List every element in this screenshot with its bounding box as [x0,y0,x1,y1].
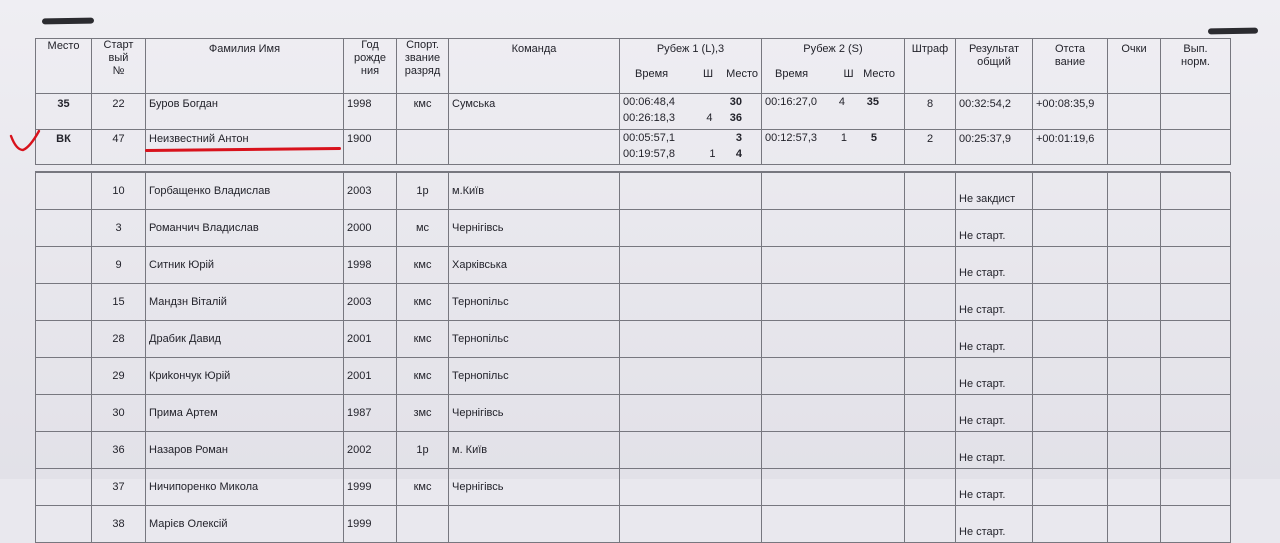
penalty-cell [905,210,956,247]
gap-cell [1033,284,1108,321]
points-cell [1108,358,1161,395]
red-check-mark-icon [8,128,42,158]
norm-cell [1161,130,1231,165]
year-cell: 1987 [344,395,397,432]
scan-mark-right [1208,28,1258,35]
range1-cell: 00:06:48,4 30 00:26:18,3 4 36 [620,94,762,130]
table-row [36,94,1231,130]
range1-cell [620,358,762,395]
year-cell: 2001 [344,321,397,358]
result-cell: Не старт. [956,358,1033,395]
range1-cell [620,247,762,284]
rank-cell: кмс [397,358,449,395]
start-no-cell: 28 [92,321,146,358]
place-cell: 35 [36,94,92,130]
table-row [36,432,1231,469]
norm-cell [1161,395,1231,432]
result-cell: Не старт. [956,395,1033,432]
norm-cell [1161,94,1231,130]
place-cell [36,210,92,247]
table-row [36,130,1231,165]
range1-cell [620,321,762,358]
name-cell: Мандзн Віталій [146,284,344,321]
start-no-cell: 15 [92,284,146,321]
penalty-cell: 8 [905,94,956,130]
table-row [36,358,1231,395]
range2-cell [762,395,905,432]
rank-cell: кмс [397,247,449,284]
results-table [35,38,1231,165]
table-row [36,321,1231,358]
year-cell: 1999 [344,506,397,543]
col-range1: Рубеж 1 (L),3 Время Ш Место [620,39,762,94]
penalty-cell [905,469,956,506]
col-points: Очки [1108,39,1161,94]
name-cell: Драбик Давид [146,321,344,358]
col-start-no: Старт вый № [92,39,146,94]
result-cell: Не старт. [956,506,1033,543]
name-cell: Ничипоренко Микола [146,469,344,506]
range1-cell [620,284,762,321]
table-row [36,247,1231,284]
year-cell: 1999 [344,469,397,506]
result-cell: Не старт. [956,284,1033,321]
range2-cell [762,321,905,358]
place-cell: ВК [36,130,92,165]
name-cell: Неизвестний Антон [146,130,344,165]
gap-cell [1033,469,1108,506]
col-birth-year: Год рожде ния [344,39,397,94]
norm-cell [1161,247,1231,284]
start-no-cell: 47 [92,130,146,165]
penalty-cell [905,432,956,469]
col-gap: Отста вание [1033,39,1108,94]
table-row [36,173,1231,210]
penalty-cell [905,247,956,284]
points-cell [1108,321,1161,358]
rank-cell: кмс [397,284,449,321]
col-result: Результат общий [956,39,1033,94]
range2-cell [762,469,905,506]
start-no-cell: 36 [92,432,146,469]
gap-cell [1033,321,1108,358]
year-cell: 1998 [344,247,397,284]
table-row [36,506,1231,543]
points-cell [1108,173,1161,210]
range1-cell [620,506,762,543]
norm-cell [1161,432,1231,469]
name-cell: Марієв Олексій [146,506,344,543]
rank-cell: 1р [397,173,449,210]
range2-cell [762,506,905,543]
range1-cell [620,395,762,432]
place-cell [36,321,92,358]
place-cell [36,432,92,469]
points-cell [1108,284,1161,321]
penalty-cell: 2 [905,130,956,165]
range2-cell [762,173,905,210]
range1-cell [620,432,762,469]
name-cell: Буров Богдан [146,94,344,130]
year-cell: 2000 [344,210,397,247]
points-cell [1108,506,1161,543]
place-cell [36,173,92,210]
team-cell [449,506,620,543]
range1-cell: 00:05:57,1 3 00:19:57,8 1 4 [620,130,762,165]
start-no-cell: 30 [92,395,146,432]
norm-cell [1161,506,1231,543]
start-no-cell: 3 [92,210,146,247]
team-cell: Чернігівсь [449,469,620,506]
range1-cell [620,210,762,247]
start-no-cell: 29 [92,358,146,395]
range2-cell [762,247,905,284]
name-cell: Романчич Владислав [146,210,344,247]
rank-cell: мс [397,210,449,247]
year-cell: 2002 [344,432,397,469]
rank-cell: кмс [397,469,449,506]
col-name: Фамилия Имя [146,39,344,94]
gap-cell [1033,506,1108,543]
start-no-cell: 38 [92,506,146,543]
result-cell: Не закдист [956,173,1033,210]
team-cell: Тернопільс [449,321,620,358]
range2-cell [762,358,905,395]
result-cell: Не старт. [956,432,1033,469]
team-cell: м. Київ [449,432,620,469]
range2-cell [762,210,905,247]
year-cell: 1998 [344,94,397,130]
rank-cell: кмс [397,94,449,130]
table-header [36,39,1231,94]
rank-cell [397,130,449,165]
penalty-cell [905,506,956,543]
team-cell: Тернопільс [449,284,620,321]
norm-cell [1161,321,1231,358]
points-cell [1108,469,1161,506]
name-cell: Криkончук Юрій [146,358,344,395]
name-cell: Ситник Юрій [146,247,344,284]
points-cell [1108,432,1161,469]
range2-cell: 00:16:27,0 4 35 [762,94,905,130]
norm-cell [1161,358,1231,395]
table-row [36,395,1231,432]
gap-cell [1033,395,1108,432]
penalty-cell [905,284,956,321]
col-range2: Рубеж 2 (S) Время Ш Место [762,39,905,94]
col-team: Команда [449,39,620,94]
col-sport-rank: Спорт. звание разряд [397,39,449,94]
table-row [36,284,1231,321]
section-divider [35,164,1230,172]
team-cell: Харківська [449,247,620,284]
gap-cell [1033,210,1108,247]
norm-cell [1161,284,1231,321]
penalty-cell [905,173,956,210]
gap-cell [1033,358,1108,395]
range2-cell: 00:12:57,3 1 5 [762,130,905,165]
start-no-cell: 9 [92,247,146,284]
team-cell: м.Київ [449,173,620,210]
result-cell: Не старт. [956,469,1033,506]
year-cell: 2001 [344,358,397,395]
place-cell [36,395,92,432]
norm-cell [1161,210,1231,247]
penalty-cell [905,358,956,395]
points-cell [1108,210,1161,247]
gap-cell: +00:08:35,9 [1033,94,1108,130]
rank-cell [397,506,449,543]
name-cell: Прима Артем [146,395,344,432]
penalty-cell [905,321,956,358]
team-cell: Чернігівсь [449,210,620,247]
place-cell [36,358,92,395]
col-place: Место [36,39,92,94]
points-cell [1108,94,1161,130]
place-cell [36,284,92,321]
start-no-cell: 37 [92,469,146,506]
norm-cell [1161,173,1231,210]
scan-mark-left [42,18,94,25]
points-cell [1108,130,1161,165]
name-cell: Горбащенко Владислав [146,173,344,210]
result-cell: 00:32:54,2 [956,94,1033,130]
place-cell [36,247,92,284]
team-cell: Тернопільс [449,358,620,395]
points-cell [1108,247,1161,284]
year-cell: 2003 [344,173,397,210]
gap-cell [1033,247,1108,284]
gap-cell [1033,173,1108,210]
result-cell: Не старт. [956,321,1033,358]
team-cell [449,130,620,165]
col-norm: Вып. норм. [1161,39,1231,94]
penalty-cell [905,395,956,432]
team-cell: Чернігівсь [449,395,620,432]
range2-cell [762,432,905,469]
name-cell: Назаров Роман [146,432,344,469]
place-cell [36,506,92,543]
dns-table [35,172,1231,543]
team-cell: Сумська [449,94,620,130]
range1-cell [620,173,762,210]
result-cell: Не старт. [956,247,1033,284]
norm-cell [1161,469,1231,506]
rank-cell: 1р [397,432,449,469]
year-cell: 1900 [344,130,397,165]
range2-cell [762,284,905,321]
table-row [36,210,1231,247]
col-penalty: Штраф [905,39,956,94]
result-cell: 00:25:37,9 [956,130,1033,165]
range1-cell [620,469,762,506]
gap-cell: +00:01:19,6 [1033,130,1108,165]
year-cell: 2003 [344,284,397,321]
table-row [36,469,1231,506]
result-cell: Не старт. [956,210,1033,247]
start-no-cell: 10 [92,173,146,210]
start-no-cell: 22 [92,94,146,130]
gap-cell [1033,432,1108,469]
rank-cell: змс [397,395,449,432]
rank-cell: кмс [397,321,449,358]
points-cell [1108,395,1161,432]
place-cell [36,469,92,506]
